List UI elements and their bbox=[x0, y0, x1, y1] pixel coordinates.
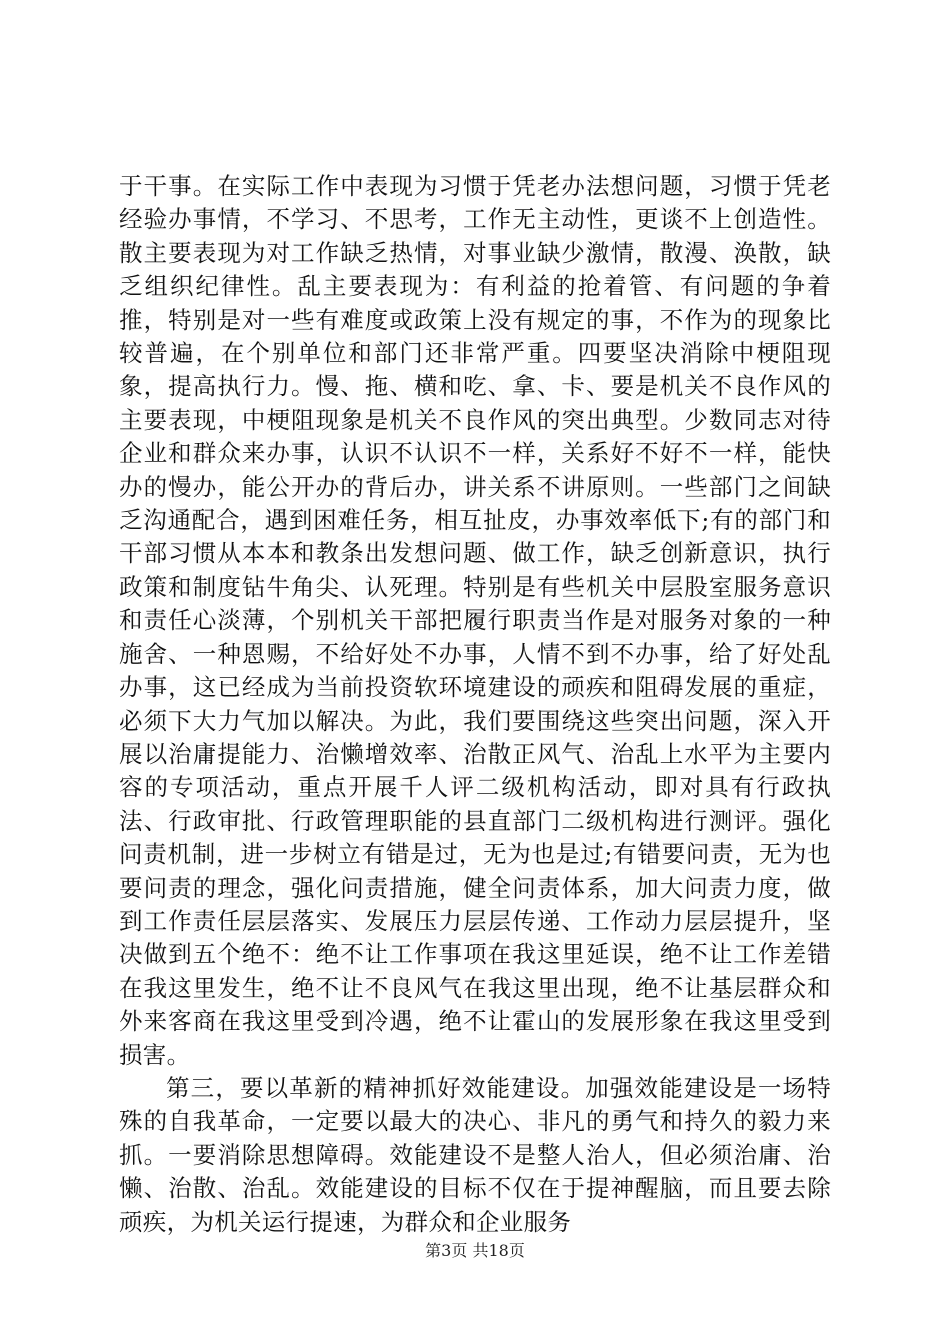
total-label-suffix: 页 bbox=[508, 1241, 525, 1260]
page-footer bbox=[0, 1240, 950, 1262]
body-text bbox=[119, 170, 831, 1239]
page-label-prefix: 第 bbox=[425, 1241, 442, 1260]
paragraph-continuation: 于干事。在实际工作中表现为习惯于凭老办法想问题，习惯于凭老经验办事情，不学习、不思考，工作无主动性，更谈不上创造性。散主要表现为对工作缺乏热情，对事业缺少激情，散漫、涣散，缺乏组织纪律性。乱主要表现为：有利益的抢着管、有问题的争着推，特别是对一些有难度或政策上没有规定的事，不作为的现象比较普遍，在个别单位和部门还非常严重。四要坚决消除中梗阻现象，提高执行力。慢、拖、横和吃、拿、卡、要是机关不良作风的主要表现，中梗阻现象是机关不良作风的突出典型。少数同志对待企业和群众来办事，认识不认识不一样，关系好不好不一样，能快办的慢办，能公开办的背后办，讲关系不讲原则。一些部门之间缺乏沟通配合，遇到困难任务，相互扯皮，办事效率低下;有的部门和干部习惯从本本和教条出发想问题、做工作，缺乏创新意识，执行政策和制度钻牛角尖、认死理。特别是有些机关中层股室服务意识和责任心淡薄，个别机关干部把履行职责当作是对服务对象的一种施舍、一种恩赐，不给好处不办事，人情不到不办事，给了好处乱办事，这已经成为当前投资软环境建设的顽疾和阻碍发展的重症，必须下大力气加以解决。为此，我们要围绕这些突出问题，深入开展以治庸提能力、治懒增效率、治散正风气、治乱上水平为主要内容的专项活动，重点开展千人评二级机构活动，即对具有行政执法、行政审批、行政管理职能的县直部门二级机构进行测评。强化问责机制，进一步树立有错是过，无为也是过;有错要问责，无为也要问责的理念，强化问责措施，健全问责体系，加大问责力度，做到工作责任层层落实、发展压力层层传递、工作动力层层提升，坚决做到五个绝不：绝不让工作事项在我这里延误，绝不让工作差错在我这里发生，绝不让不良风气在我这里出现，绝不让基层群众和外来客商在我这里受到冷遇，绝不让霍山的发展形象在我这里受到损害。 bbox=[119, 172, 831, 1069]
current-page-number: 3 bbox=[441, 1241, 452, 1260]
page-label-suffix: 页 bbox=[451, 1241, 468, 1260]
total-pages-number: 18 bbox=[488, 1241, 509, 1260]
paragraph-third-point: 第三，要以革新的精神抓好效能建设。加强效能建设是一场特殊的自我革命，一定要以最大的决心、非凡的勇气和持久的毅力来抓。一要消除思想障碍。效能建设不是整人治人，但必须治庸、治懒、治散、治乱。效能建设的目标不仅在于提神醒脑，而且要去除顽疾，为机关运行提速，为群众和企业服务 bbox=[119, 1073, 831, 1236]
total-label-prefix: 共 bbox=[472, 1241, 489, 1260]
